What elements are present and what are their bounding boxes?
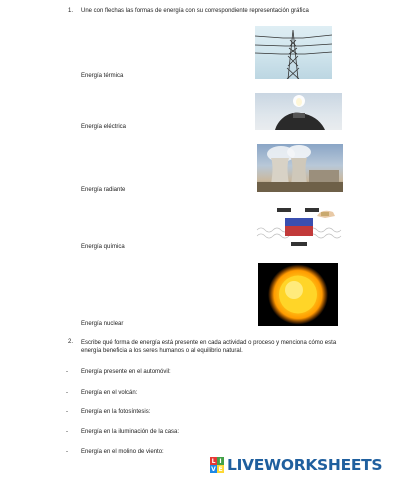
question-photosynthesis: Energía en la fotosíntesis: [81,409,151,415]
exercise-2-number: 2. [68,339,74,345]
energy-label-nuclear: Energía nuclear [81,321,124,327]
exercise-1-number: 1. [68,8,74,14]
energy-label-electric: Energía eléctrica [81,124,127,130]
energy-label-thermal: Energía térmica [81,73,124,79]
energy-label-radiant: Energía radiante [81,187,126,193]
logo-letter-e: E [218,465,223,473]
question-automobile: Energía presente en el automóvil: [81,369,171,375]
lighter-flame-image[interactable] [255,93,342,130]
bullet: - [66,449,68,455]
logo-text: LIVEWORKSHEETS [227,456,383,474]
bullet: - [66,429,68,435]
bullet: - [66,390,68,396]
logo-letter-i: I [217,457,224,465]
bullet: - [66,369,68,375]
exercise-2-instruction: Escribe qué forma de energía está presente en cada actividad o proceso y menciona cómo esta energía beneficia a los seres humanos o al equilibrio natural. [81,340,337,354]
bullet: - [66,409,68,415]
exercise-1-instruction: Une con flechas las formas de energía con su correspondiente representación gráfica [81,8,309,14]
liveworksheets-logo[interactable] [210,455,382,475]
question-volcano: Energía en el volcán: [81,390,138,396]
question-house-lighting: Energía en la iluminación de la casa: [81,429,180,435]
logo-icon [210,457,224,473]
sun-image[interactable] [258,263,338,326]
energy-label-chemical: Energía química [81,244,125,250]
nuclear-plant-image[interactable] [257,144,343,192]
chemical-battery-diagram-image[interactable] [255,204,343,252]
power-tower-image[interactable] [255,26,332,79]
question-windmill: Energía en el molino de viento: [81,449,164,455]
logo-letter-l: L [211,457,216,465]
logo-letter-v: V [211,465,216,473]
